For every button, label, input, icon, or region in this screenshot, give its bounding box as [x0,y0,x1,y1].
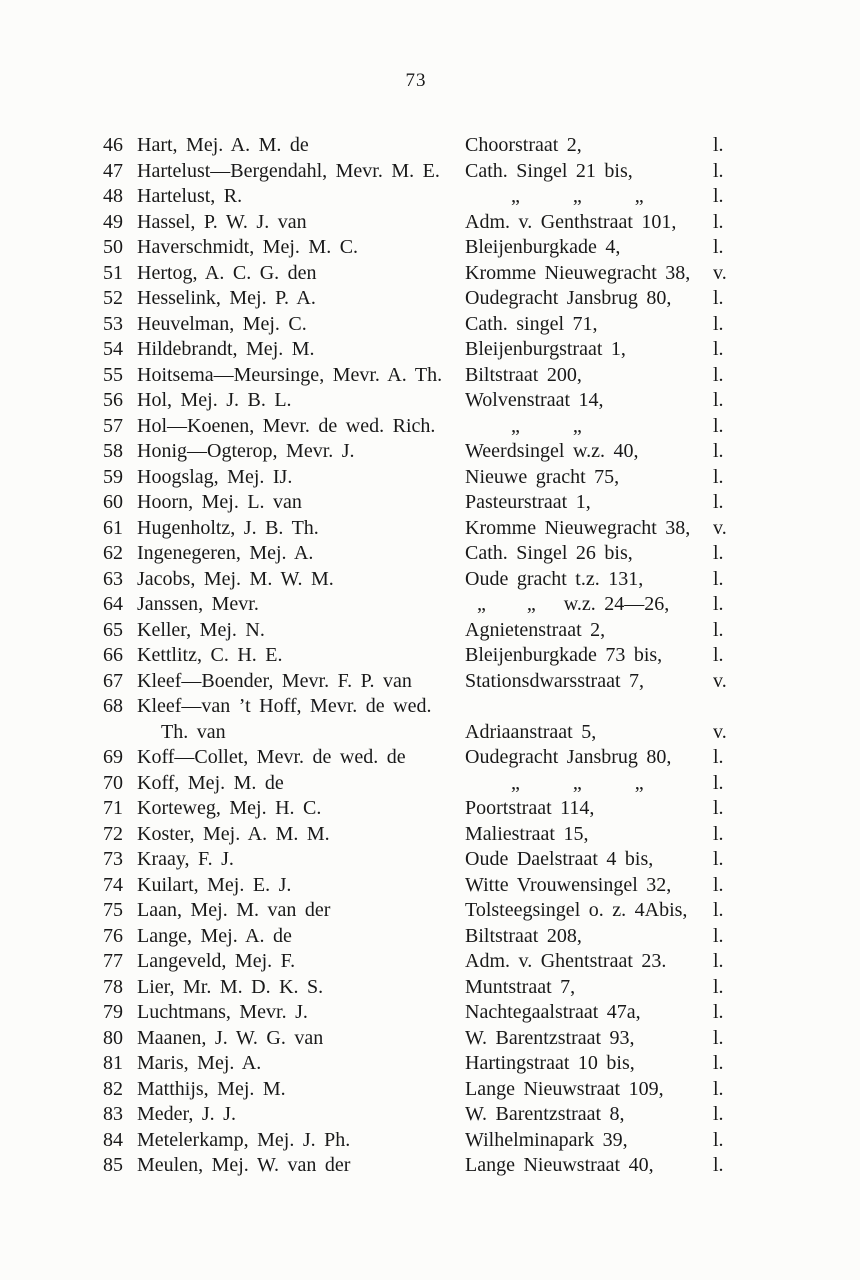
entry-letter: l. [713,746,724,768]
directory-row [103,1000,758,1026]
entry-address: Cath. singel 71, [465,312,598,335]
entry-name: Meulen, Mej. W. van der [137,1154,351,1176]
entry-number: 52 [103,287,123,309]
entry-address-cell [465,898,713,924]
entry-letter: l. [713,134,724,156]
directory-row [103,490,758,516]
entry-address: Adriaanstraat 5, [465,720,597,743]
entry-letter: l. [713,1103,724,1125]
entry-address-cell [465,924,713,950]
directory-row [103,363,758,389]
directory-row [103,745,758,771]
entry-letter: v. [713,720,727,743]
entry-number: 59 [103,465,123,488]
entry-name: Kraay, F. J. [137,848,234,870]
entry-address-cell [465,847,713,873]
entry-address: Witte Vrouwensingel 32, [465,873,672,896]
entry-address: Maliestraat 15, [465,822,589,845]
entry-letter: l. [713,465,724,488]
entry-letter: l. [713,1001,724,1023]
entry-address-cell [465,1026,713,1052]
entry-number: 84 [103,1128,123,1151]
entry-letter [713,694,758,720]
entry-letter: l. [713,1077,724,1100]
entry-address: Biltstraat 208, [465,924,582,947]
entry-address-cell [465,873,713,899]
entry-address: Kromme Nieuwegracht 38, [465,261,691,284]
entry-address: Adm. v. Genthstraat 101, [465,210,677,233]
entry-name: Maris, Mej. A. [137,1052,262,1074]
entry-letter: v. [713,261,727,284]
entry-number: 72 [103,822,123,845]
directory-row [103,541,758,567]
entry-name: Lange, Mej. A. de [137,924,292,947]
entry-name: Hartelust, R. [137,185,243,207]
entry-name: Hol—Koenen, Mevr. de wed. Rich. [137,414,436,437]
entry-name: Hertog, A. C. G. den [137,261,317,284]
entry-letter: l. [713,491,724,513]
entry-address: w.z. 24—26, [563,593,670,615]
entry-name: Hol, Mej. J. B. L. [137,389,292,411]
entry-address: Lange Nieuwstraat 109, [465,1077,664,1100]
entry-address-cell [465,796,713,822]
entry-address: Lange Nieuwstraat 40, [465,1154,654,1176]
entry-address-cell [465,184,713,210]
entry-number: 50 [103,236,123,258]
directory-row [103,592,758,618]
entry-number: 83 [103,1103,123,1125]
directory-row [103,618,758,644]
entry-address: Oudegracht Jansbrug 80, [465,746,672,768]
entry-address: Cath. Singel 26 bis, [465,542,633,564]
entry-address-cell [465,618,713,644]
directory-row [103,771,758,797]
entry-number: 68 [103,695,123,717]
entry-name-continuation: Th. van [161,720,226,743]
ditto-marks: „ „ [477,593,536,615]
directory-row [103,516,758,542]
directory-row [103,235,758,261]
directory-row [103,184,758,210]
directory-row [103,669,758,695]
entry-letter: l. [713,1052,724,1074]
directory-row-continuation [103,720,758,746]
entry-name: Haverschmidt, Mej. M. C. [137,236,359,258]
directory-row [103,949,758,975]
entry-number: 63 [103,567,123,590]
entry-letter: l. [713,312,724,335]
directory-row [103,312,758,338]
entry-name: Lier, Mr. M. D. K. S. [137,975,324,998]
entry-name: Jacobs, Mej. M. W. M. [137,567,334,590]
entry-number: 66 [103,644,123,666]
entry-letter: l. [713,338,724,360]
entry-name: Hartelust—Bergendahl, Mevr. M. E. [137,159,440,182]
directory-row [103,567,758,593]
entry-letter: l. [713,414,724,437]
entry-letter: l. [713,210,724,233]
directory-row [103,159,758,185]
entry-address: Oude gracht t.z. 131, [465,567,644,590]
directory-row [103,388,758,414]
directory-row [103,286,758,312]
entry-address: Nieuwe gracht 75, [465,465,620,488]
directory-row [103,873,758,899]
entry-address-cell [465,388,713,414]
entry-address-cell [465,669,713,695]
entry-name: Koff—Collet, Mevr. de wed. de [137,746,406,768]
entry-address-cell [465,312,713,338]
entry-number: 47 [103,159,123,182]
entry-address-cell [465,235,713,261]
entry-number: 49 [103,210,123,233]
entry-number: 71 [103,797,123,819]
entry-number: 81 [103,1052,123,1074]
entry-address-cell [465,1077,713,1103]
entry-name: Matthijs, Mej. M. [137,1077,286,1100]
directory-row [103,694,758,720]
directory-row [103,898,758,924]
entry-letter: l. [713,924,724,947]
entry-address-cell [465,1000,713,1026]
entry-address-cell [465,159,713,185]
entry-letter: v. [713,669,727,692]
entry-name: Hildebrandt, Mej. M. [137,338,315,360]
directory-row [103,439,758,465]
ditto-marks: „ „ „ [511,185,644,207]
entry-name: Heuvelman, Mej. C. [137,312,307,335]
directory-list [103,133,758,1179]
entry-address: Oude Daelstraat 4 bis, [465,848,654,870]
entry-address: Poortstraat 114, [465,797,595,819]
entry-address-cell [465,643,713,669]
entry-name: Hoogslag, Mej. IJ. [137,465,293,488]
entry-number: 58 [103,440,123,462]
entry-address: Oudegracht Jansbrug 80, [465,287,672,309]
entry-number: 60 [103,491,123,513]
entry-address: Weerdsingel w.z. 40, [465,440,639,462]
entry-address-cell [465,337,713,363]
entry-name: Ingenegeren, Mej. A. [137,542,314,564]
entry-number: 57 [103,414,123,437]
entry-number: 75 [103,899,123,921]
entry-name: Kleef—Boender, Mevr. F. P. van [137,669,412,692]
directory-row [103,1153,758,1179]
entry-letter: l. [713,950,724,972]
entry-address-cell [465,363,713,389]
entry-address-cell [465,949,713,975]
entry-address-cell [465,133,713,159]
entry-letter: l. [713,287,724,309]
ditto-marks: „ „ [511,414,582,437]
entry-address-cell [465,1128,713,1154]
directory-row [103,133,758,159]
entry-address: Bleijenburgstraat 1, [465,338,626,360]
entry-name: Koff, Mej. M. de [137,771,284,794]
entry-number: 70 [103,771,123,794]
entry-letter: v. [713,516,727,539]
entry-name: Koster, Mej. A. M. M. [137,822,330,845]
entry-name: Keller, Mej. N. [137,618,265,641]
directory-row [103,465,758,491]
entry-name: Hoitsema—Meursinge, Mevr. A. Th. [137,363,443,386]
entry-letter: l. [713,440,724,462]
entry-letter: l. [713,185,724,207]
entry-address-cell [465,694,713,720]
entry-number: 78 [103,975,123,998]
entry-name: Luchtmans, Mevr. J. [137,1001,308,1023]
entry-letter: l. [713,975,724,998]
entry-number: 62 [103,542,123,564]
entry-number: 56 [103,389,123,411]
entry-number: 77 [103,950,123,972]
entry-address: Wilhelminapark 39, [465,1128,628,1151]
entry-letter: l. [713,1128,724,1151]
entry-number: 54 [103,338,123,360]
entry-number: 61 [103,516,123,539]
directory-row [103,975,758,1001]
entry-number: 46 [103,134,123,156]
entry-name: Hugenholtz, J. B. Th. [137,516,319,539]
entry-letter: l. [713,771,724,794]
entry-address-cell [465,439,713,465]
entry-name: Honig—Ogterop, Mevr. J. [137,440,355,462]
entry-address-cell [465,745,713,771]
entry-number [103,720,137,746]
entry-address-cell [465,975,713,1001]
entry-letter: l. [713,363,724,386]
entry-address-cell [465,465,713,491]
directory-row [103,847,758,873]
entry-number: 73 [103,848,123,870]
directory-row [103,1051,758,1077]
entry-letter: l. [713,389,724,411]
entry-address-cell [465,1153,713,1179]
entry-number: 85 [103,1154,123,1176]
directory-row [103,1077,758,1103]
entry-letter: l. [713,1154,724,1176]
entry-address-cell [465,516,713,542]
ditto-marks: „ „ „ [511,771,644,794]
entry-letter: l. [713,644,724,666]
entry-address: Nachtegaalstraat 47a, [465,1001,641,1023]
entry-letter: l. [713,848,724,870]
entry-letter: l. [713,567,724,590]
entry-letter: l. [713,873,724,896]
directory-row [103,796,758,822]
entry-number: 69 [103,746,123,768]
entry-address: Bleijenburgkade 4, [465,236,621,258]
entry-address: Agnietenstraat 2, [465,618,606,641]
directory-row [103,261,758,287]
entry-address-cell [465,261,713,287]
entry-name: Kettlitz, C. H. E. [137,644,283,666]
directory-row [103,210,758,236]
entry-letter: l. [713,822,724,845]
entry-name: Meder, J. J. [137,1103,236,1125]
entry-number: 48 [103,185,123,207]
entry-address-cell [465,720,713,746]
entry-address-cell [465,490,713,516]
page-number: 73 [405,70,427,91]
entry-address: Choorstraat 2, [465,134,582,156]
directory-row [103,1102,758,1128]
entry-name: Janssen, Mevr. [137,593,259,615]
entry-address-cell [465,1051,713,1077]
entry-address-cell [465,771,713,797]
entry-address: Stationsdwarsstraat 7, [465,669,645,692]
entry-name: Laan, Mej. M. van der [137,899,331,921]
entry-address: Cath. Singel 21 bis, [465,159,633,182]
entry-address-cell [465,414,713,440]
directory-row [103,822,758,848]
directory-row [103,643,758,669]
directory-row [103,414,758,440]
entry-name: Hassel, P. W. J. van [137,210,307,233]
entry-address: Kromme Nieuwegracht 38, [465,516,691,539]
entry-number: 55 [103,363,123,386]
entry-number: 82 [103,1077,123,1100]
entry-name: Langeveld, Mej. F. [137,950,296,972]
entry-letter: l. [713,542,724,564]
entry-address-cell [465,1102,713,1128]
entry-letter: l. [713,618,724,641]
entry-address-cell [465,210,713,236]
entry-name: Kuilart, Mej. E. J. [137,873,292,896]
entry-letter: l. [713,236,724,258]
entry-letter: l. [713,159,724,182]
entry-address-cell [465,567,713,593]
entry-name: Korteweg, Mej. H. C. [137,797,322,819]
entry-name: Hart, Mej. A. M. de [137,134,309,156]
entry-address: W. Barentzstraat 8, [465,1103,625,1125]
entry-name: Maanen, J. W. G. van [137,1026,324,1049]
entry-number: 80 [103,1026,123,1049]
entry-address-cell [465,592,713,618]
entry-letter: l. [713,1026,724,1049]
entry-address: Adm. v. Ghentstraat 23. [465,950,667,972]
entry-address: Muntstraat 7, [465,975,576,998]
entry-number: 53 [103,312,123,335]
entry-address: Bleijenburgkade 73 bis, [465,644,663,666]
entry-number: 79 [103,1001,123,1023]
entry-address: Tolsteegsingel o. z. 4Abis, [465,899,688,921]
directory-row [103,337,758,363]
entry-address: W. Barentzstraat 93, [465,1026,635,1049]
entry-address-cell [465,822,713,848]
directory-row [103,924,758,950]
entry-address: Pasteurstraat 1, [465,491,591,513]
entry-letter: l. [713,899,724,921]
entry-address-cell [465,541,713,567]
entry-name: Hoorn, Mej. L. van [137,491,302,513]
entry-name: Kleef—van ’t Hoff, Mevr. de wed. [137,695,432,717]
entry-number: 74 [103,873,123,896]
entry-address: Biltstraat 200, [465,363,582,386]
entry-letter: l. [713,797,724,819]
directory-row [103,1128,758,1154]
entry-letter: l. [713,593,724,615]
entry-address-cell [465,286,713,312]
entry-name: Metelerkamp, Mej. J. Ph. [137,1128,351,1151]
directory-row [103,1026,758,1052]
entry-number: 76 [103,924,123,947]
entry-number: 67 [103,669,123,692]
entry-address: Wolvenstraat 14, [465,389,604,411]
entry-address: Hartingstraat 10 bis, [465,1052,635,1074]
entry-number: 64 [103,593,123,615]
entry-name: Hesselink, Mej. P. A. [137,287,316,309]
entry-number: 51 [103,261,123,284]
entry-number: 65 [103,618,123,641]
